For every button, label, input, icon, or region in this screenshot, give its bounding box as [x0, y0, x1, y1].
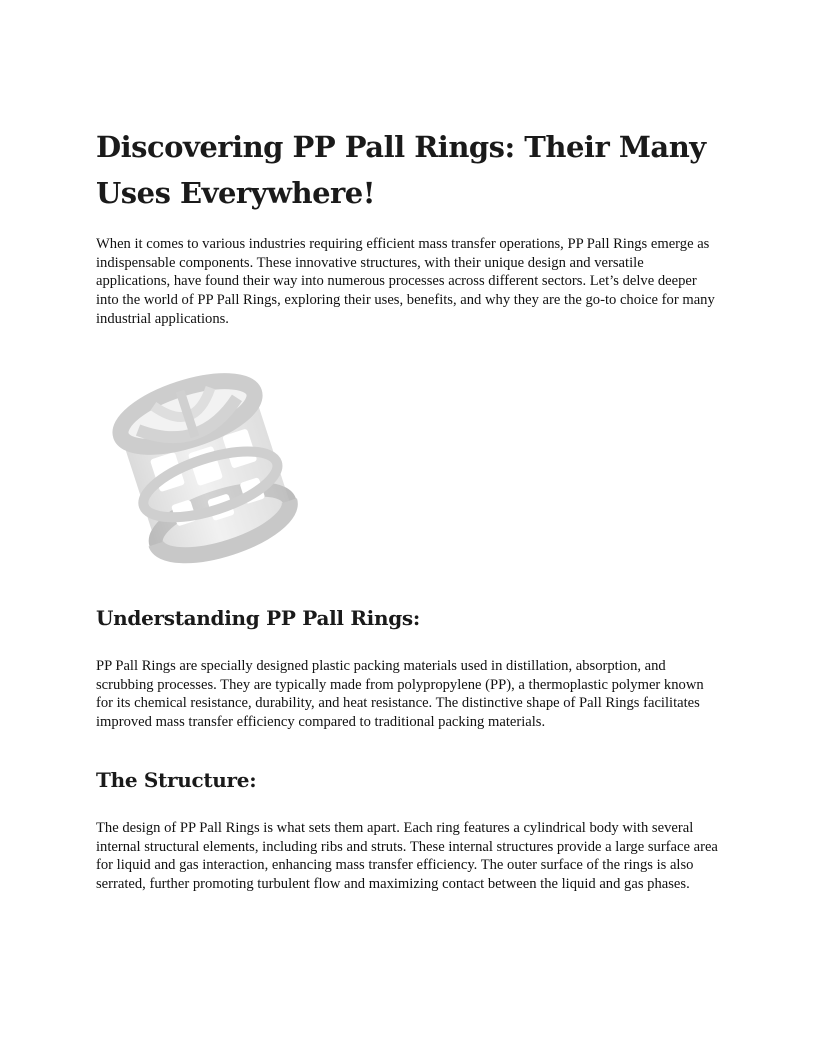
intro-paragraph: When it comes to various industries requiring efficient mass transfer operations, PP Pall Rings emerge as indispensable components. These innovative structures, with their unique design and versatile applications, have found their way into numerous processes across different sectors. Let’s delve deeper into the world of PP Pall Rings, exploring their uses, benefits, and why they are the go-to choice for many industrial applications.: [96, 236, 715, 327]
section-heading-structure: The Structure:: [96, 768, 257, 792]
section-heading-understanding: Understanding PP Pall Rings:: [96, 606, 420, 630]
pall-ring-illustration: [104, 354, 300, 576]
section-body-structure: The design of PP Pall Rings is what sets them apart. Each ring features a cylindrical body with several internal structural elements, including ribs and struts. These internal structures provide a large surface area for liquid and gas interaction, enhancing mass transfer efficiency. The outer surface of the rings is also serrated, further promoting turbulent flow and maximizing contact between the liquid and gas phases.: [96, 820, 718, 893]
section-body-understanding: PP Pall Rings are specially designed plastic packing materials used in distillation, absorption, and scrubbing processes. They are typically made from polypropylene (PP), a thermoplastic polymer known for its chemical resistance, durability, and heat resistance. The distinctive shape of Pall Rings facilitates improved mass transfer efficiency compared to traditional packing materials.: [96, 658, 704, 731]
pall-ring-image: [104, 354, 300, 576]
page-title: Discovering PP Pall Rings: Their Many Uses Everywhere!: [96, 130, 706, 210]
